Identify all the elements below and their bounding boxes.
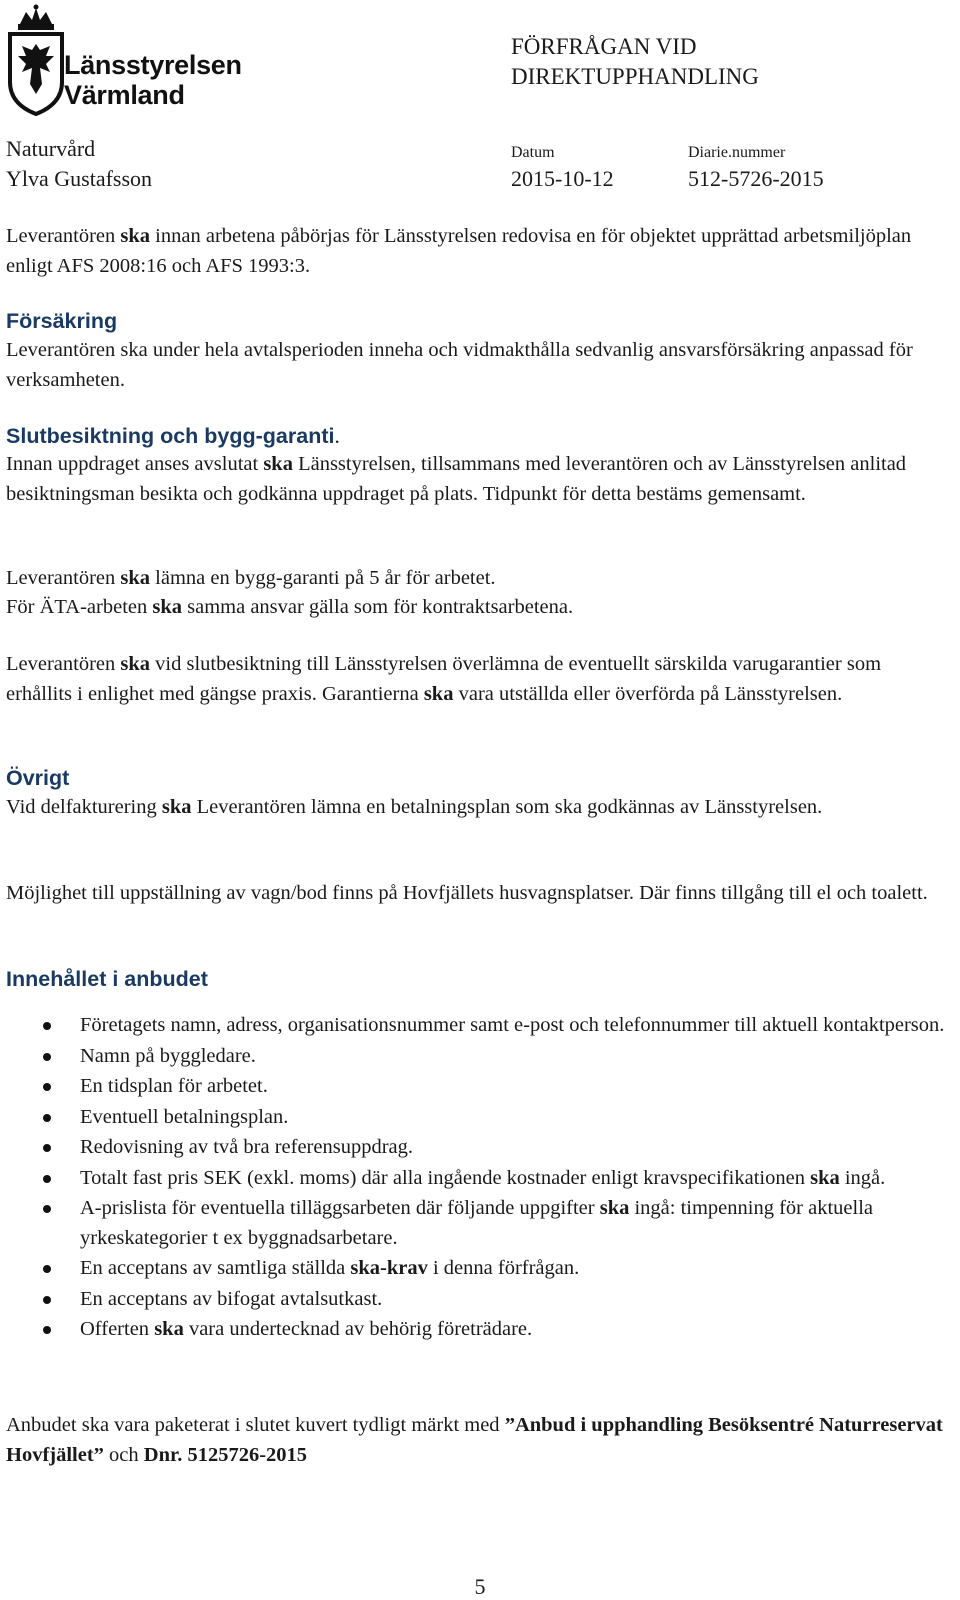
- logo-line-1: Länsstyrelsen: [64, 50, 242, 80]
- bullet-icon: [43, 1296, 51, 1304]
- bullet-icon: [43, 1205, 51, 1213]
- slutbesiktning-paragraph-4: Leverantören ska vid slutbesiktning till Länsstyrelsen överlämna de eventuellt särskilda varugarantier som erhållits i enlighet med gängse praxis. Garantierna ska vara utställda eller överförda på Länsstyrelsen.: [6, 653, 882, 705]
- person-name: Ylva Gustafsson: [6, 166, 153, 191]
- list-item: Eventuell betalningsplan.: [0, 1103, 950, 1133]
- bullet-icon: [43, 1175, 51, 1183]
- closing-paragraph: Anbudet ska vara paketerat i slutet kuvert tydligt märkt med ”Anbud i upphandling Besöksentré Naturreservat Hovfjället” och Dnr. 5125726-2015: [6, 1414, 943, 1466]
- list-item: A-prislista för eventuella tilläggsarbeten där följande uppgifter ska ingå: timpenning för aktuella yrkeskategorier t ex byggnadsarbetare.: [0, 1194, 950, 1253]
- innehall-list: [0, 1011, 950, 1346]
- slutbesiktning-paragraph-1: Innan uppdraget anses avslutat ska Länsstyrelsen, tillsammans med leverantören och av Länsstyrelsen anlitad besiktningsman besikta och godkänna uppdraget på plats. Tidpunkt för detta bestäms gemensamt.: [6, 453, 907, 505]
- slutbesiktning-paragraph-2: Leverantören ska lämna en bygg-garanti på 5 år för arbetet.: [6, 567, 496, 589]
- bullet-icon: [43, 1114, 51, 1122]
- diary-value: 512-5726-2015: [688, 166, 824, 191]
- ovrigt-paragraph-2: Möjlighet till uppställning av vagn/bod finns på Hovfjällets husvagnsplatser. Där finns tillgång till el och toalett.: [6, 882, 928, 904]
- list-item: En acceptans av bifogat avtalsutkast.: [0, 1285, 950, 1315]
- coat-of-arms-icon: [6, 4, 66, 116]
- list-item: Företagets namn, adress, organisationsnummer samt e-post och telefonnummer till aktuell kontaktperson.: [0, 1011, 950, 1041]
- document-type: FÖRFRÅGAN VID DIREKTUPPHANDLING: [511, 34, 759, 89]
- lansstyrelsen-logo: [6, 4, 242, 116]
- section-heading-ovrigt: Övrigt: [6, 766, 70, 790]
- section-heading-innehall: Innehållet i anbudet: [6, 967, 208, 991]
- date-label: Datum: [511, 144, 555, 161]
- bullet-icon: [43, 1053, 51, 1061]
- bullet-icon: [43, 1083, 51, 1091]
- diary-label: Diarie.nummer: [688, 144, 786, 161]
- list-item: Totalt fast pris SEK (exkl. moms) där alla ingående kostnader enligt kravspecifikationen ska ingå.: [0, 1164, 950, 1194]
- list-item: En tidsplan för arbetet.: [0, 1072, 950, 1102]
- ovrigt-paragraph-1: Vid delfakturering ska Leverantören lämna en betalningsplan som ska godkännas av Länsstyrelsen.: [6, 796, 823, 818]
- page-number: 5: [474, 1574, 486, 1599]
- list-item: Redovisning av två bra referensuppdrag.: [0, 1133, 950, 1163]
- bullet-icon: [43, 1326, 51, 1334]
- logo-line-2: Värmland: [64, 80, 185, 110]
- slutbesiktning-paragraph-3: För ÄTA-arbeten ska samma ansvar gälla som för kontraktsarbetena.: [6, 596, 574, 618]
- intro-paragraph: Leverantören ska innan arbetena påbörjas för Länsstyrelsen redovisa en för objektet upprättad arbetsmiljöplan enligt AFS 2008:16 och AFS 1993:3.: [6, 225, 912, 277]
- list-item: Offerten ska vara undertecknad av behörig företrädare.: [0, 1315, 950, 1345]
- forsakring-paragraph: Leverantören ska under hela avtalsperioden inneha och vidmakthålla sedvanlig ansvarsförsäkring anpassad för verksamheten.: [6, 339, 913, 391]
- unit-name: Naturvård: [6, 136, 96, 161]
- section-heading-slutbesiktning: Slutbesiktning och bygg-garanti.: [6, 424, 340, 448]
- list-item: En acceptans av samtliga ställda ska-krav i denna förfrågan.: [0, 1254, 950, 1284]
- bullet-icon: [43, 1022, 51, 1030]
- list-item: Namn på byggledare.: [0, 1042, 950, 1072]
- section-heading-forsakring: Försäkring: [6, 309, 118, 333]
- date-value: 2015-10-12: [511, 166, 614, 191]
- logo-wordmark: [64, 50, 242, 110]
- bullet-icon: [43, 1265, 51, 1273]
- bullet-icon: [43, 1144, 51, 1152]
